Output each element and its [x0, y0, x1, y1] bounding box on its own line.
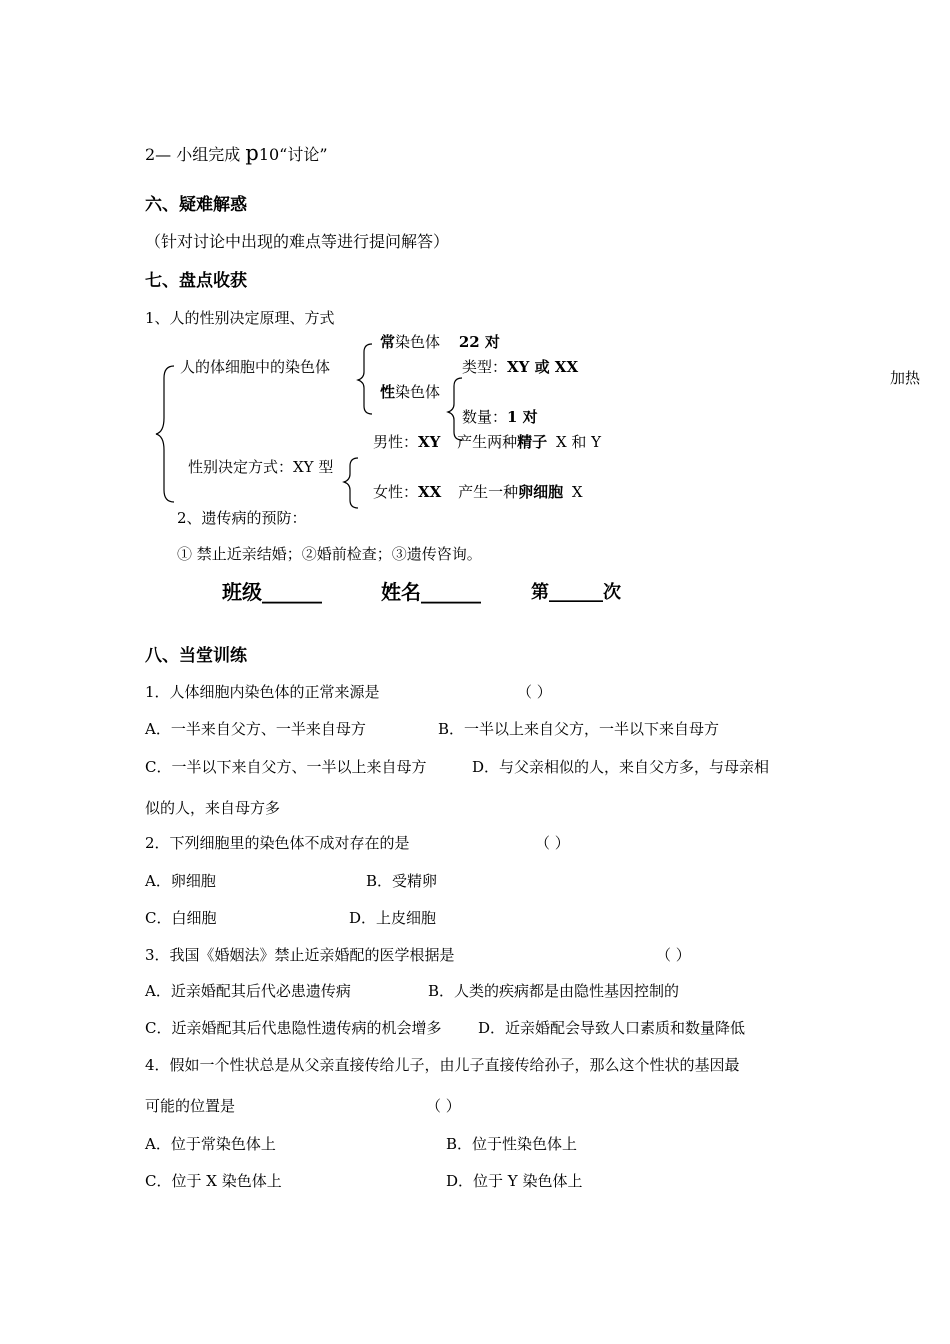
name-label: 姓名: [381, 580, 421, 604]
male-types: X 和 Y: [555, 433, 602, 451]
q2-stem: 2．下列细胞里的染色体不成对存在的是: [145, 834, 410, 852]
count-suffix: 次: [603, 582, 621, 603]
q4-answer-paren: （ ）: [426, 1097, 461, 1115]
section7-item1: 1、人的性别决定原理、方式: [145, 309, 335, 327]
method: 性别决定方式：XY 型: [188, 458, 334, 476]
sex-chromosome-brace: [448, 378, 462, 440]
q1-option-d-cont: 似的人，来自母方多: [145, 799, 281, 817]
q3-option-b: B．人类的疾病都是由隐性基因控制的: [428, 982, 680, 1000]
q1-stem: 1．人体细胞内染色体的正常来源是: [145, 683, 380, 701]
section6-note: （针对讨论中出现的难点等进行提问解答）: [145, 232, 450, 251]
q3-stem: 3．我国《婚姻法》禁止近亲婚配的医学根据是: [145, 946, 455, 964]
male-desc: 产生两种: [457, 433, 518, 451]
name-blank: ______: [421, 580, 481, 604]
q4-option-b: B．位于性染色体上: [446, 1135, 578, 1153]
q1-answer-paren: （ ）: [517, 683, 552, 701]
q4-option-a: A．位于常染色体上: [145, 1135, 276, 1153]
class-blank: ______: [262, 580, 322, 604]
female-cell: 卵细胞: [518, 483, 564, 501]
q4-option-d: D．位于 Y 染色体上: [446, 1172, 583, 1190]
class-field: [222, 580, 322, 604]
female-desc: 产生一种: [458, 483, 519, 501]
q1-option-a: A．一半来自父方、一半来自母方: [145, 720, 366, 738]
prevention-list: ① 禁止近亲结婚；②婚前检查；③遗传咨询。: [177, 545, 482, 563]
type-value: XY 或 XX: [507, 358, 579, 376]
q2-option-c: C．白细胞: [145, 909, 217, 927]
type-label: 类型：: [462, 358, 508, 376]
q3-answer-paren: （ ）: [656, 946, 691, 964]
section7-item2: 2、遗传病的预防：: [177, 509, 307, 527]
outer-brace: [156, 366, 174, 502]
q2-option-d: D．上皮细胞: [349, 909, 437, 927]
q2-option-a: A．卵细胞: [145, 872, 216, 890]
method-brace: [344, 458, 358, 508]
q4-option-c: C．位于 X 染色体上: [145, 1172, 282, 1190]
q2-answer-paren: （ ）: [535, 834, 570, 852]
q3-option-c: C．近亲婚配其后代患隐性遗传病的机会增多: [145, 1019, 442, 1037]
count-row: [462, 408, 538, 426]
male-value: XY: [418, 433, 441, 451]
female-row: [373, 483, 583, 501]
intro-page: 10: [258, 145, 280, 164]
q2-option-b: B．受精卵: [366, 872, 438, 890]
count-value: 1 对: [507, 408, 538, 426]
male-row: [373, 433, 601, 451]
q4-stem-cont: 可能的位置是: [145, 1097, 236, 1115]
intro-prefix: 2— 小组完成: [145, 145, 246, 164]
name-field: [381, 580, 481, 604]
autosome-label: 染色体: [395, 333, 441, 351]
autosome-count: 22 对: [458, 333, 500, 351]
section6-heading: 六、疑难解惑: [145, 195, 247, 215]
sex-prefix: 性: [380, 383, 396, 401]
class-label: 班级: [222, 580, 262, 604]
q4-stem: 4．假如一个性状总是从父亲直接传给儿子，由儿子直接传给孙子，那么这个性状的基因最: [145, 1056, 740, 1074]
q3-option-d: D．近亲婚配会导致人口素质和数量降低: [478, 1019, 746, 1037]
count-blank: ______: [549, 582, 603, 603]
autosome-prefix: 常: [380, 333, 396, 351]
count-field: [531, 581, 621, 605]
side-note: 加热: [890, 369, 921, 387]
intro-p: p: [245, 141, 259, 165]
q1-option-c: C．一半以下来自父方、一半以上来自母方: [145, 758, 427, 776]
female-types: X: [571, 483, 583, 501]
intro-quote: “讨论”: [279, 145, 328, 164]
q3-option-a: A．近亲婚配其后代必患遗传病: [145, 982, 351, 1000]
sex-label: 染色体: [395, 383, 441, 401]
chromosome-brace: [358, 344, 372, 414]
female-value: XX: [418, 483, 442, 501]
male-label: 男性：: [373, 433, 419, 451]
count-prefix: 第: [531, 582, 549, 603]
count-label: 数量：: [462, 408, 508, 426]
type-row: [462, 358, 578, 376]
q1-option-d: D．与父亲相似的人，来自父方多，与母亲相: [472, 758, 770, 776]
male-cell: 精子: [517, 433, 548, 451]
sex-chromosome-row: [380, 383, 440, 401]
section7-heading: 七、盘点收获: [145, 271, 247, 291]
q1-option-b: B．一半以上来自父方，一半以下来自母方: [438, 720, 720, 738]
female-label: 女性：: [373, 483, 419, 501]
section8-heading: 八、当堂训练: [145, 646, 247, 666]
autosome-row: [380, 333, 500, 351]
root-chromosomes: 人的体细胞中的染色体: [180, 358, 331, 376]
